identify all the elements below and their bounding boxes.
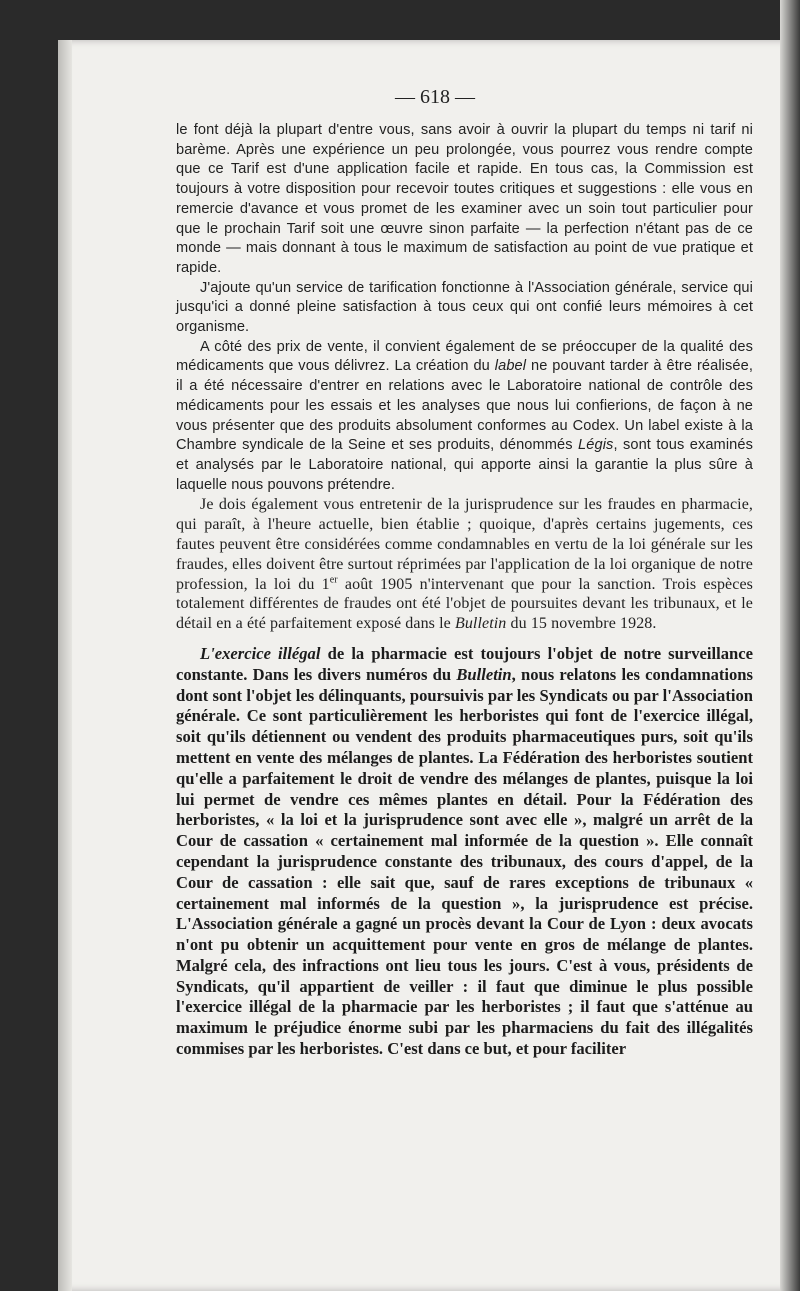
p5-text-b: , nous relatons les condamnations dont sont l'objet les délinquants, poursuivis par les Syndicats ou par l'Association générale. Ce sont particulièrement les herboristes qui font de l'exercice illégal, soit qu'ils détiennent ou vendent des produits pharmaceutiques purs, soit qu'ils mettent en vente des mélanges de plantes. La Fédération des herboristes soutient qu'elle a parfaitement le droit de vendre des mélanges de plantes, puisque la loi lui permet de vendre ces mêmes plantes en détail. Pour la Fédération des herboristes, « la loi et la jurisprudence sont avec elle », malgré un arrêt de la Cour de cassation « certainement mal informée de la question ». Elle connaît cependant la jurisprudence constante des tribunaux, des cours d'appel, de la Cour de cassation : elle sait que, sauf de rares exceptions de tribunaux « certainement mal informés de la question », la jurisprudence est précise. L'Association générale a gagné un procès devant la Cour de Lyon : deux avocats n'ont pu obtenir un acquittement pour vente en gros de mélange de plantes. Malgré cela, des infractions ont lieu tous les jours. C'est à vous, présidents de Syndicats, qu'il appartient de veiller : il faut que diminue le plus possible l'exercice illégal de la pharmacie par les herboristes ; il faut que s'atténue au maximum le préjudice énorme subi par les pharmaciens du fait des illégalités commises par les herboristes. C'est dans ce but, et pour faciliter (176, 664, 753, 1059)
paragraph-3 (176, 338, 753, 496)
body-text (176, 121, 753, 1060)
p5-text-a: de la pharmacie est toujours l'objet de notre surveillance constante. Dans les divers numéros du (176, 643, 753, 684)
p3-text-a: A côté des prix de vente, il convient également de se préoccuper de la qualité des médicaments que vous délivrez. La création du (176, 338, 753, 375)
page-number: — 618 — (395, 86, 475, 108)
page-binding (58, 40, 72, 1291)
page-edge (780, 0, 800, 1291)
bulletin-italic-1: Bulletin (454, 615, 507, 633)
exercice-italic: L'exercice illégal (200, 643, 321, 663)
bulletin-italic-2: Bulletin (456, 664, 512, 684)
p3-text-c: , sont tous examinés et analysés par le Laboratoire national, qui apporte ainsi la garantie la plus sûre à laquelle nous pouvons prétendre. (176, 437, 753, 493)
paragraph-5 (176, 644, 753, 1060)
p4-text-b: août 1905 n'intervenant que pour la sanction. Trois espèces totalement différentes de fraudes ont été l'objet de poursuites devant les tribunaux, et le détail en a été parfaitement exposé dans le (176, 575, 753, 633)
legis-italic: Légis (578, 437, 614, 454)
paragraph-1: le font déjà la plupart d'entre vous, sans avoir à ouvrir la plupart du temps ni tarif ni barème. Après une expérience un peu prolongée, vous pourrez vous rendre compte que ce Tarif est d'une application facile et rapide. En tous cas, la Commission est toujours à votre disposition pour recevoir toutes critiques et suggestions : elle vous en remercie d'avance et vous promet de les examiner avec un soin tout particulier pour que le prochain Tarif soit une œuvre sinon parfaite — la perfection n'étant pas de ce monde — mais donnant à tous le maximum de satisfaction au point de vue pratique et rapide. (176, 122, 753, 276)
p3-text-b: ne pouvant tarder à être réalisée, il a été nécessaire d'entrer en relations avec le Laboratoire national de contrôle des médicaments pour les essais et les analyses que nous lui confierions, de façon à ne vous présenter que des produits absolument conformes au Codex. Un label existe à la Chambre syndicale de la Seine et ses produits, dénommés (176, 358, 754, 454)
section-bold (176, 644, 753, 1060)
paragraph-4 (176, 495, 753, 634)
p4-text-a: Je dois également vous entretenir de la jurisprudence sur les fraudes en pharmacie, qui paraît, à l'heure actuelle, bien établie ; quoique, d'après certains jugements, ces fautes peuvent être considérées comme condamnables en vertu de la loi générale sur les fraudes, elles doivent être surtout réprimées par l'application de la loi organique de notre profession, la loi du 1 (176, 496, 753, 593)
label-italic: label (494, 358, 527, 375)
section-light (176, 121, 753, 634)
p4-text-c: du 15 novembre 1928. (506, 615, 657, 633)
p4-superscript: er (329, 574, 338, 586)
paragraph-2: J'ajoute qu'un service de tarification fonctionne à l'Association générale, service qui jusqu'ici a donné pleine satisfaction à tous ceux qui ont confié leurs mémoires à cet organisme. (176, 279, 753, 336)
